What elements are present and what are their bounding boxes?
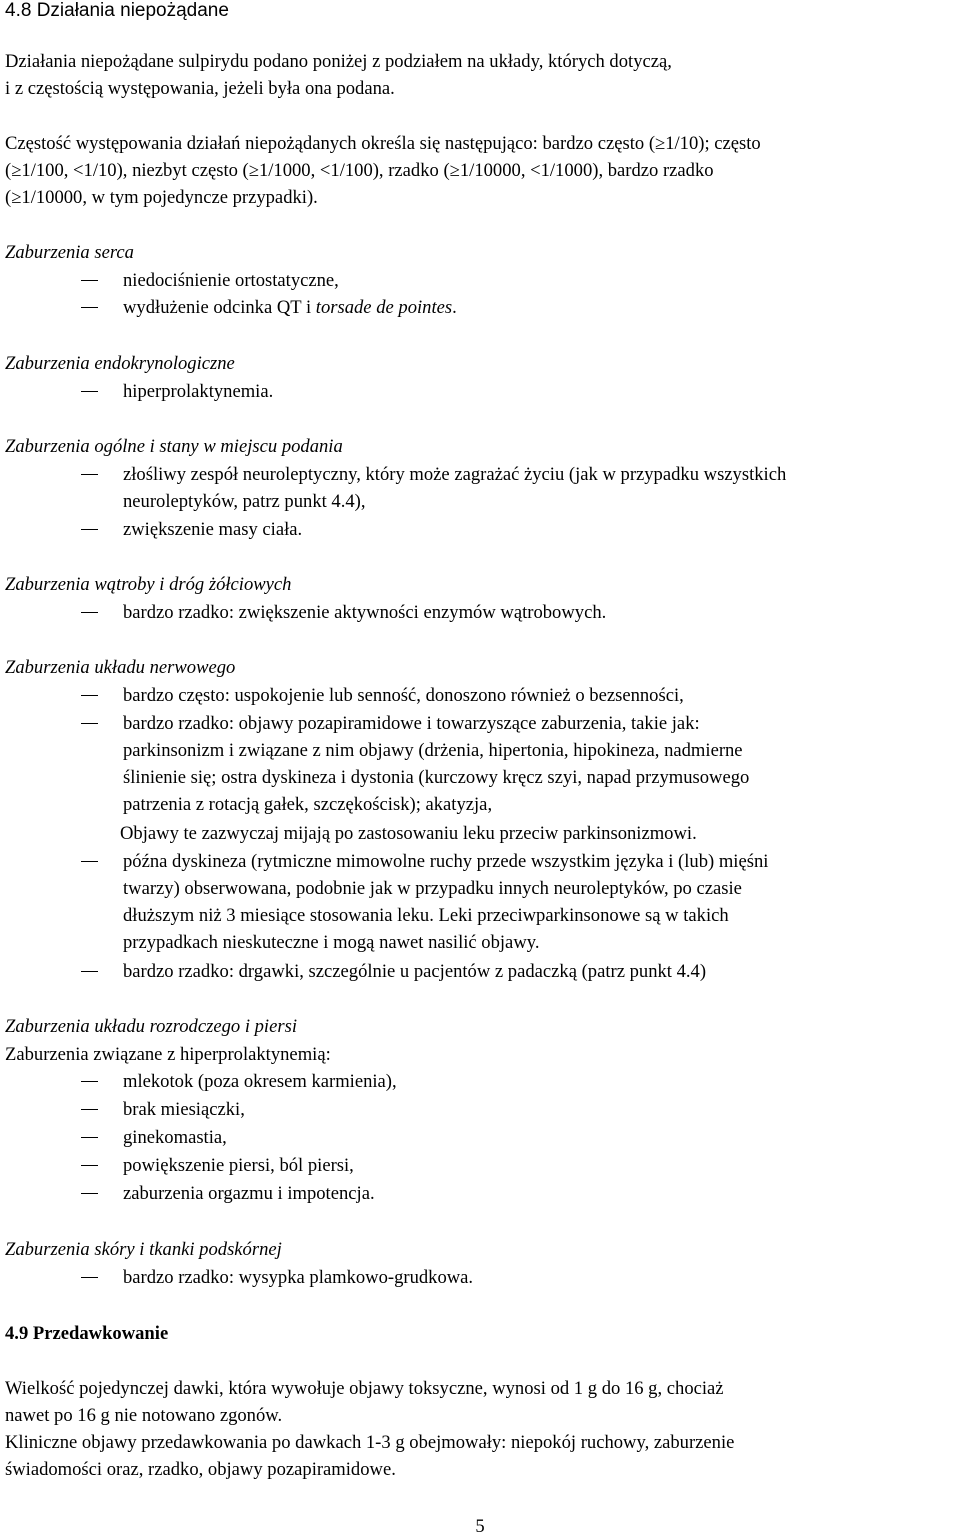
dash-bullet — [81, 307, 98, 308]
category-title-skin: Zaburzenia skóry i tkanki podskórnej — [5, 1239, 282, 1260]
frequency-line: (≥1/100, <1/10), niezbyt często (≥1/1000, <1/100), rzadko (≥1/10000, <1/1000), bardzo rzadko — [5, 160, 714, 181]
list-item-line: przypadkach nieskuteczne i mogą nawet nasilić objawy. — [123, 932, 540, 953]
intro-line: i z częstością występowania, jeżeli była ona podana. — [5, 78, 395, 99]
list-item-line: złośliwy zespół neuroleptyczny, który może zagrażać życiu (jak w przypadku wszystkich — [123, 464, 787, 485]
list-item-text: mlekotok (poza okresem karmienia), — [123, 1071, 397, 1092]
list-item-text — [123, 710, 960, 818]
section-heading-4-8: 4.8 Działania niepożądane — [5, 0, 229, 21]
dash-bullet — [81, 529, 98, 530]
intro-line: Działania niepożądane sulpirydu podano poniżej z podziałem na układy, których dotyczą, — [5, 51, 672, 72]
category-title-reproductive: Zaburzenia układu rozrodczego i piersi — [5, 1016, 297, 1037]
torsade-text: torsade de pointes — [315, 297, 453, 318]
list-item-text — [123, 294, 960, 321]
note-text: Objawy te zazwyczaj mijają po zastosowaniu leku przeciw parkinsonizmowi. — [120, 823, 697, 844]
list-item-text: brak miesiączki, — [123, 1099, 245, 1120]
page-number: 5 — [475, 1516, 485, 1537]
overdose-paragraph-line: nawet po 16 g nie notowano zgonów. — [5, 1405, 283, 1426]
overdose-paragraph-line: Wielkość pojedynczej dawki, która wywołuje objawy toksyczne, wynosi od 1 g do 16 g, chociaż — [5, 1378, 724, 1399]
qt-text: wydłużenie odcinka QT i — [123, 297, 316, 318]
list-item-text: hiperprolaktynemia. — [123, 381, 274, 402]
dash-bullet — [81, 695, 98, 696]
dash-bullet — [81, 1193, 98, 1194]
list-item-line: późna dyskineza (rytmiczne mimowolne ruchy przede wszystkim języka i (lub) mięśni — [123, 851, 769, 872]
list-item-text — [123, 461, 960, 515]
dash-bullet — [81, 1277, 98, 1278]
list-item-text: bardzo rzadko: zwiększenie aktywności enzymów wątrobowych. — [123, 602, 607, 623]
list-item-line: parkinsonizm i związane z nim objawy (drżenia, hipertonia, hipokineza, nadmierne — [123, 740, 743, 761]
overdose-paragraph-line: Kliniczne objawy przedawkowania po dawkach 1-3 g obejmowały: niepokój ruchowy, zaburzenie — [5, 1432, 735, 1453]
dash-bullet — [81, 1165, 98, 1166]
list-item-text: bardzo rzadko: wysypka plamkowo-grudkowa. — [123, 1267, 474, 1288]
list-item-line: neuroleptyków, patrz punkt 4.4), — [123, 491, 366, 512]
list-item-line: twarzy) obserwowana, podobnie jak w przypadku innych neuroleptyków, po czasie — [123, 878, 742, 899]
dash-bullet — [81, 971, 98, 972]
list-item-text: bardzo rzadko: drgawki, szczególnie u pacjentów z padaczką (patrz punkt 4.4) — [123, 961, 707, 982]
list-item-text: bardzo często: uspokojenie lub senność, donoszono również o bezsenności, — [123, 685, 684, 706]
dash-bullet — [81, 280, 98, 281]
dash-bullet — [81, 1109, 98, 1110]
list-item-text: zwiększenie masy ciała. — [123, 519, 303, 540]
dash-bullet — [81, 612, 98, 613]
frequency-line: (≥1/10000, w tym pojedyncze przypadki). — [5, 187, 318, 208]
list-item-line: patrzenia z rotacją gałek, szczękościsk); akatyzja, — [123, 794, 493, 815]
category-subtitle: Zaburzenia związane z hiperprolaktynemią: — [5, 1044, 331, 1065]
list-item-text: ginekomastia, — [123, 1127, 227, 1148]
frequency-line: Częstość występowania działań niepożądanych określa się następująco: bardzo często (≥1/10); często — [5, 133, 761, 154]
overdose-paragraph-line: świadomości oraz, rzadko, objawy pozapiramidowe. — [5, 1459, 396, 1480]
list-item-line: bardzo rzadko: objawy pozapiramidowe i towarzyszące zaburzenia, takie jak: — [123, 713, 700, 734]
dash-bullet — [81, 723, 98, 724]
category-title-hepatic: Zaburzenia wątroby i dróg żółciowych — [5, 574, 292, 595]
dash-bullet — [81, 474, 98, 475]
category-title-endocrine: Zaburzenia endokrynologiczne — [5, 353, 235, 374]
section-heading-4-9: 4.9 Przedawkowanie — [5, 1323, 169, 1344]
list-item-line: dłuższym niż 3 miesiące stosowania leku. Leki przeciwparkinsonowe są w takich — [123, 905, 729, 926]
category-title-general: Zaburzenia ogólne i stany w miejscu podania — [5, 436, 343, 457]
list-item-text: zaburzenia orgazmu i impotencja. — [123, 1183, 375, 1204]
list-item-text: powiększenie piersi, ból piersi, — [123, 1155, 354, 1176]
dash-bullet — [81, 391, 98, 392]
dash-bullet — [81, 861, 98, 862]
category-title-cardiac: Zaburzenia serca — [5, 242, 134, 263]
item-suffix: . — [452, 297, 457, 318]
list-item-text: niedociśnienie ortostatyczne, — [123, 270, 339, 291]
list-item-line: ślinienie się; ostra dyskineza i dystonia (kurczowy kręcz szyi, napad przymusowego — [123, 767, 750, 788]
dash-bullet — [81, 1137, 98, 1138]
list-item-text — [123, 848, 960, 956]
dash-bullet — [81, 1081, 98, 1082]
category-title-nervous: Zaburzenia układu nerwowego — [5, 657, 236, 678]
